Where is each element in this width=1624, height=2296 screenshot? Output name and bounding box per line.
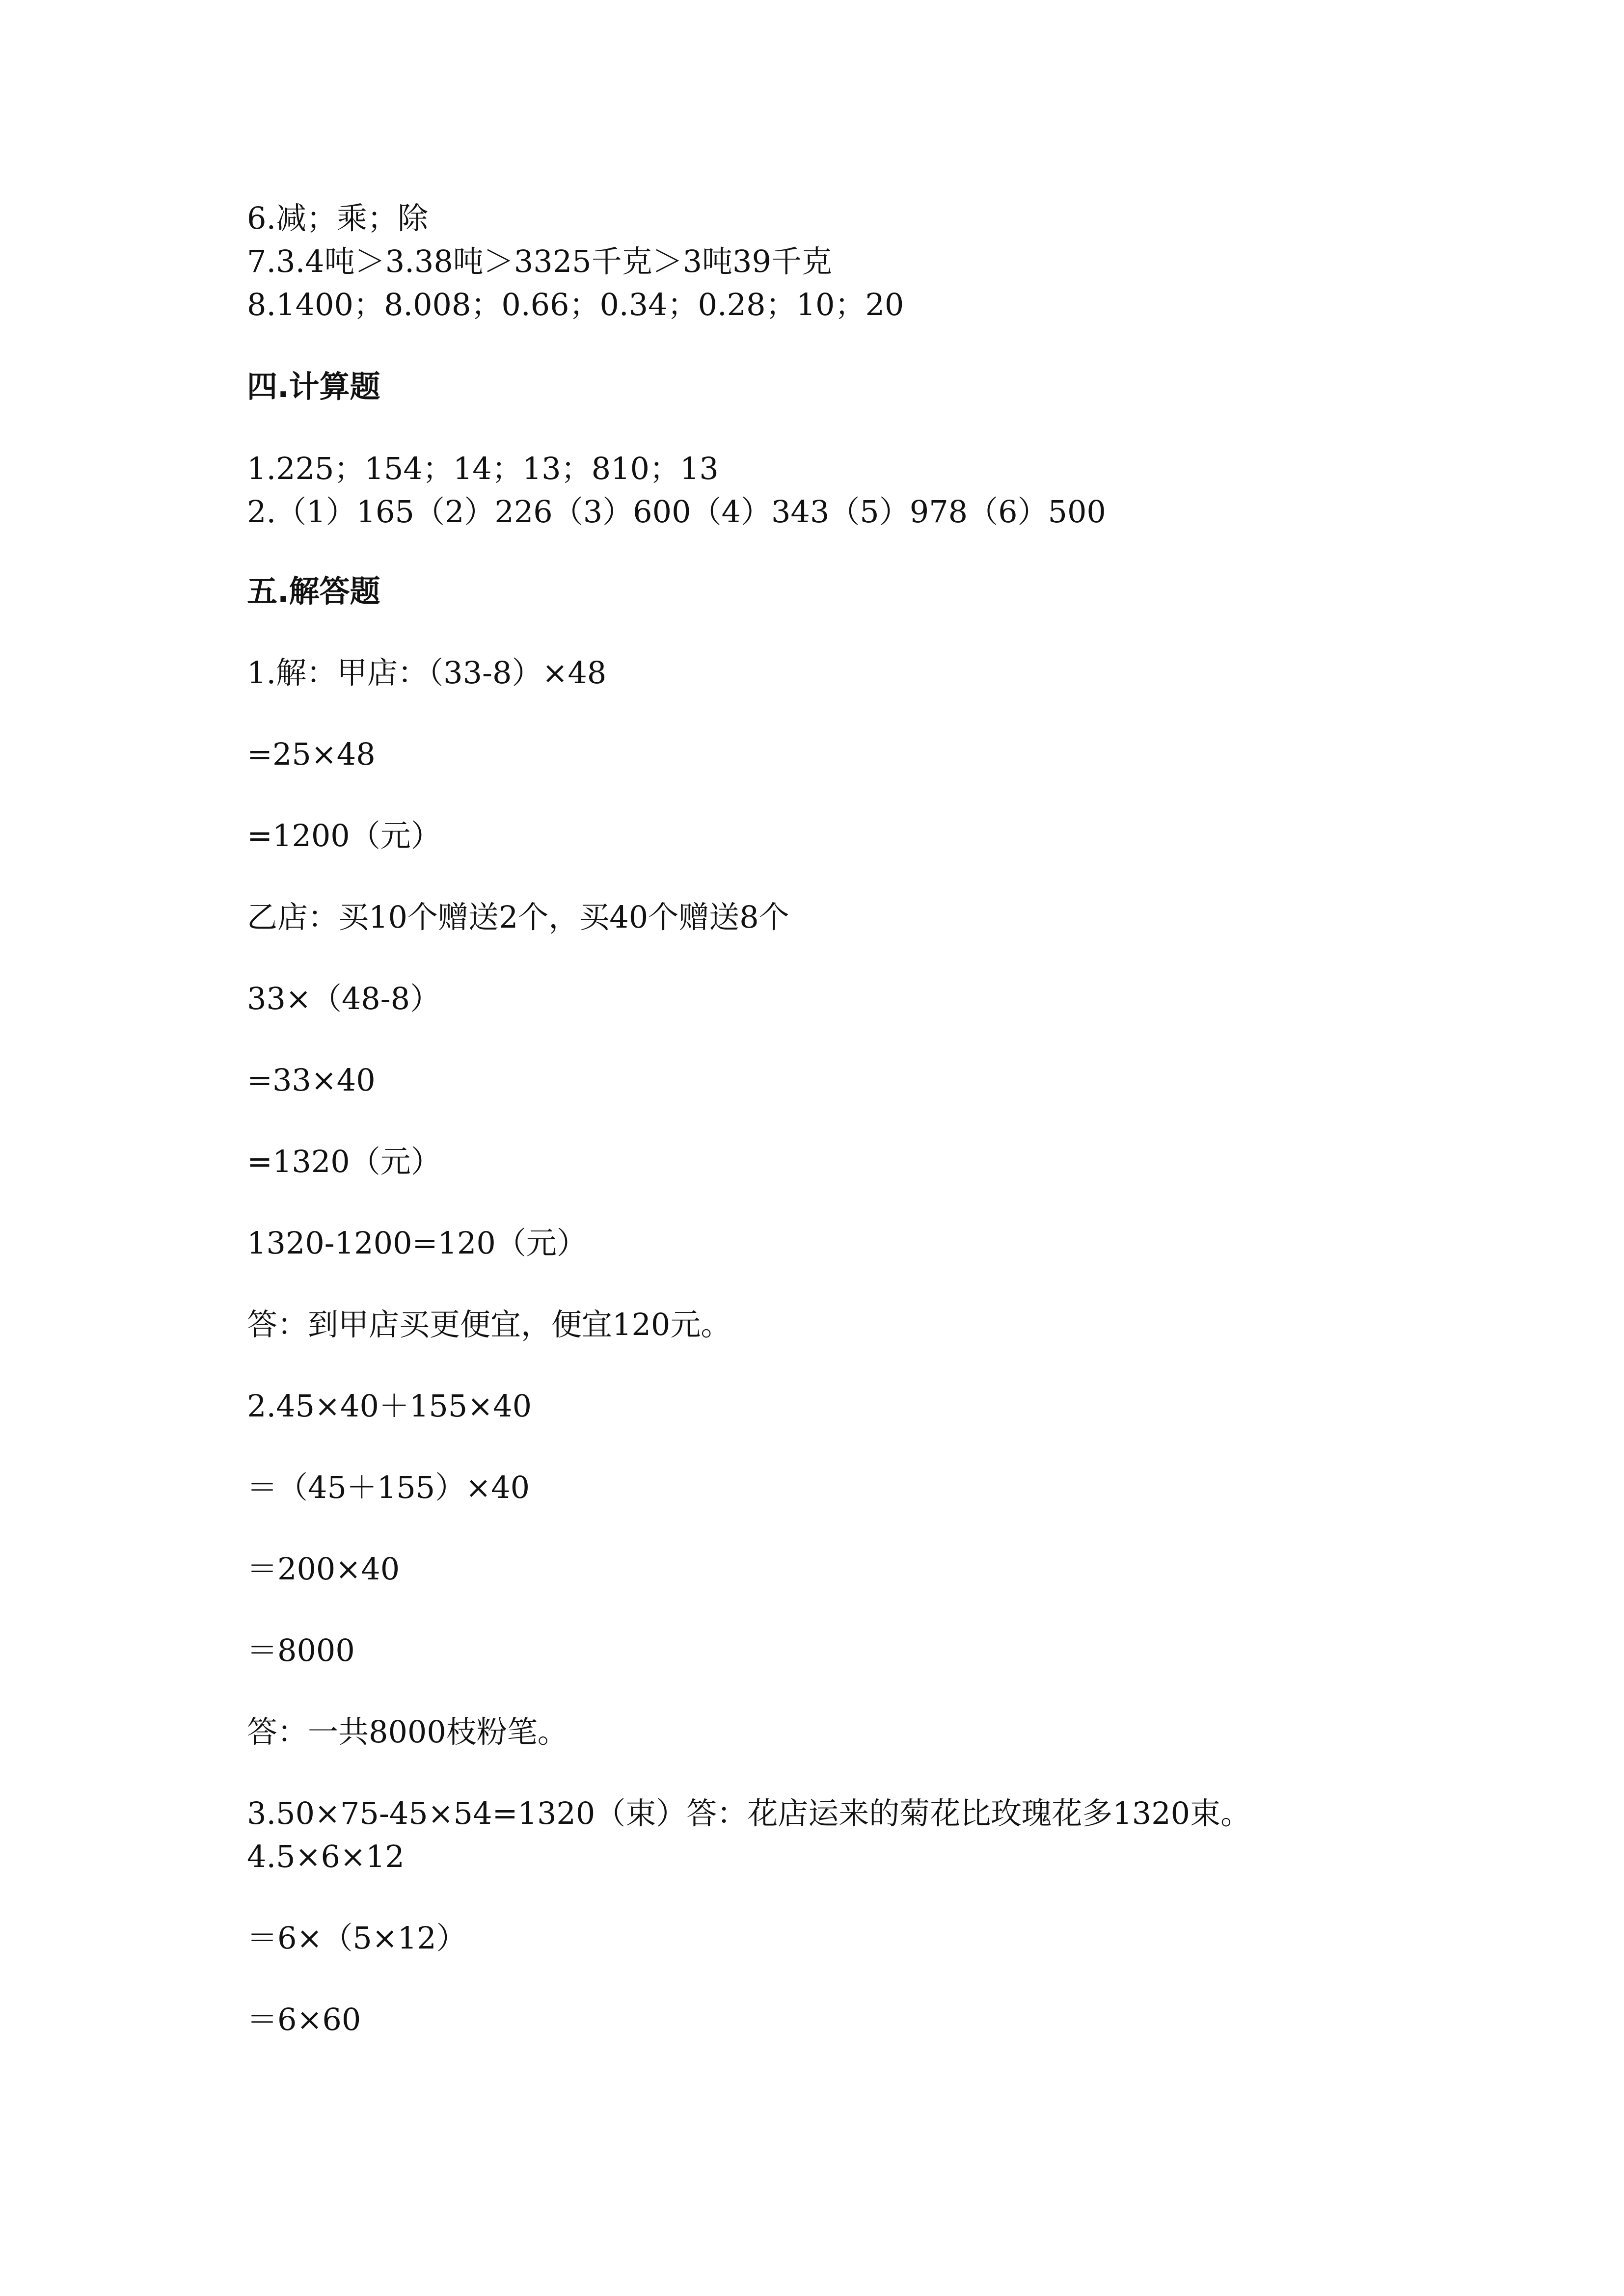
solution-line: ＝8000 (247, 1632, 355, 1668)
calc-line-2: 2.（1）165（2）226（3）600（4）343（5）978（6）500 (247, 494, 1106, 530)
solution-line: 3.50×75-45×54=1320（束）答：花店运来的菊花比玫瑰花多1320束。 (247, 1795, 1251, 1831)
answer-statement: 答：到甲店买更便宜，便宜120元。 (247, 1307, 731, 1342)
calc-line-1: 1.225；154；14；13；810；13 (247, 451, 719, 486)
solution-line: 1320-1200=120（元） (247, 1225, 587, 1261)
solution-line: =25×48 (247, 736, 376, 772)
solution-line: 2.45×40＋155×40 (247, 1388, 532, 1424)
section-4-heading: 四.计算题 (247, 369, 380, 404)
solution-line: 4.5×6×12 (247, 1839, 405, 1874)
answer-line-6: 6.减；乘；除 (247, 200, 429, 236)
solution-line: =1200（元） (247, 818, 441, 854)
solution-line: 乙店：买10个赠送2个，买40个赠送8个 (247, 899, 789, 935)
solution-line: 33×（48-8） (247, 981, 441, 1016)
solution-line: 1.解：甲店：（33-8）×48 (247, 655, 607, 691)
answer-line-7: 7.3.4吨＞3.38吨＞3325千克＞3吨39千克 (247, 243, 832, 279)
solution-line: =33×40 (247, 1062, 376, 1098)
solution-line: ＝（45＋155）×40 (247, 1469, 530, 1505)
section-5-heading: 五.解答题 (247, 573, 380, 609)
answer-statement: 答：一共8000枝粉笔。 (247, 1714, 568, 1750)
solution-line: ＝200×40 (247, 1551, 400, 1587)
solution-line: ＝6×（5×12） (247, 1920, 467, 1956)
solution-line: ＝6×60 (247, 2002, 361, 2037)
answer-line-8: 8.1400；8.008；0.66；0.34；0.28；10；20 (247, 287, 904, 322)
solution-line: =1320（元） (247, 1144, 441, 1179)
